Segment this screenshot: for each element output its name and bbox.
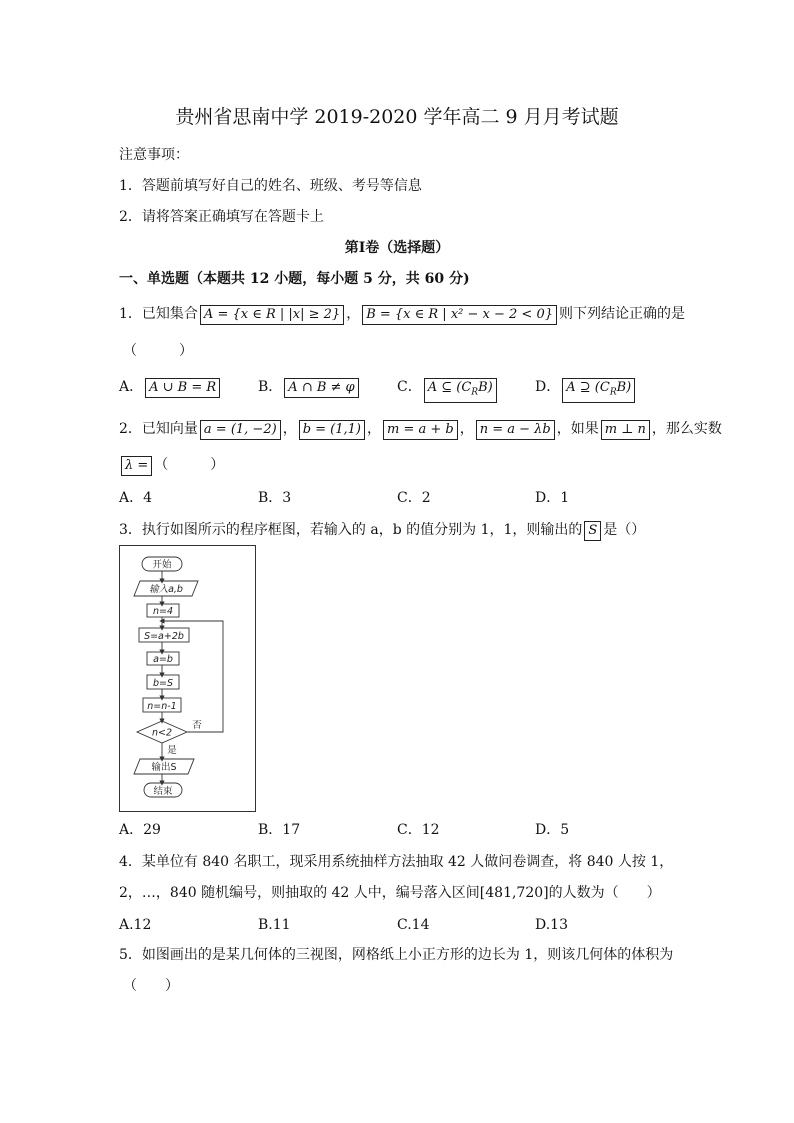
q2-lambda-line: λ = （ ）	[119, 456, 224, 476]
notice-item-2: 2．请将答案正确填写在答题卡上	[119, 209, 324, 225]
part-heading: 一、单选题（本题共 12 小题，每小题 5 分，共 60 分)	[119, 271, 470, 287]
flowchart	[120, 546, 255, 811]
q2-vector-b: b = (1,1)	[299, 420, 365, 440]
flow-no-label: 否	[192, 720, 202, 731]
flow-input-label: 输入a,b	[149, 584, 183, 595]
q2-lambda: λ =	[121, 456, 152, 476]
flow-a-label: a=b	[153, 654, 173, 665]
question-5-line-1: 5．如图画出的是某几何体的三视图，网格纸上小正方形的边长为 1，则该几何体的体积为	[119, 947, 674, 963]
flow-cond-label: n<2	[151, 727, 173, 739]
q1-option-d[interactable]: D． A ⊇ $(C_RB)$	[535, 378, 637, 403]
flow-init-label: n=4	[152, 606, 174, 617]
notice-heading: 注意事项：	[119, 147, 189, 163]
section-heading: 第I卷（选择题）	[344, 240, 450, 256]
q2-option-d[interactable]: D．1	[535, 490, 570, 506]
flow-output-label: 输出S	[151, 762, 177, 773]
flow-yes-label: 是	[167, 745, 177, 756]
q4-interval: [481,720]	[479, 885, 549, 901]
flow-end-label: 结束	[153, 786, 173, 797]
q1-sep: ，	[346, 306, 361, 322]
q3-option-d[interactable]: D．5	[535, 822, 570, 838]
q2-option-c[interactable]: C．2	[397, 490, 431, 506]
q1-set-a: A = {x ∈ R | |x| ≥ 2}	[200, 305, 344, 325]
page-title: 贵州省思南中学 2019-2020 学年高二 9 月月考试题	[175, 106, 619, 128]
question-4-line-1: 4．某单位有 840 名职工，现采用系统抽样方法抽取 42 人做问卷调查，将 840 人按 1，	[119, 854, 674, 870]
q1-option-c-math: A ⊆ $(C_RB)$	[424, 378, 497, 403]
q1-option-a-math: A ∪ B = R	[145, 378, 220, 398]
q1-option-b[interactable]: B． A ∩ B ≠ φ	[258, 378, 361, 398]
question-4-line-2: 2，…，840 随机编号，则抽取的 42 人中，编号落入区间[481,720]的人数为（ ）	[119, 885, 661, 901]
q2-vector-a: a = (1, −2)	[200, 420, 281, 440]
flow-b-label: b=S	[152, 678, 174, 689]
q1-option-b-math: A ∩ B ≠ φ	[284, 378, 358, 398]
q3-option-c[interactable]: C．12	[397, 822, 440, 838]
flow-s-label: S=a+2b	[144, 631, 184, 642]
q2-option-b[interactable]: B．3	[258, 490, 292, 506]
q4-option-a[interactable]: A.12	[119, 917, 152, 933]
notice-item-1: 1．答题前填写好自己的姓名、班级、考号等信息	[119, 178, 422, 194]
q2-condition: m ⊥ n	[601, 420, 650, 440]
q1-paren: （ ）	[123, 343, 193, 359]
flow-n-label: n=n-1	[147, 701, 177, 712]
q5-paren: （ ）	[123, 978, 179, 994]
q4-option-c[interactable]: C.14	[397, 917, 430, 933]
flowchart-frame	[119, 545, 256, 812]
q3-option-b[interactable]: B．17	[258, 822, 301, 838]
q3-option-a[interactable]: A．29	[119, 822, 161, 838]
q3-var-s: S	[584, 521, 601, 541]
q4-option-b[interactable]: B.11	[258, 917, 291, 933]
q1-suffix: 则下列结论正确的是	[558, 306, 685, 322]
q2-vector-m: m = a + b	[383, 420, 458, 440]
q1-set-b: B = {x ∈ R | x² − x − 2 < 0}	[362, 305, 557, 325]
q4-option-d[interactable]: D.13	[535, 917, 568, 933]
flow-start-label: 开始	[152, 559, 172, 571]
q1-option-a[interactable]: A． A ∪ B = R	[119, 378, 222, 398]
question-2-stem: 2．已知向量 a = (1, −2) ， b = (1,1) ， m = a + b ， n = a − λb ，如果 m ⊥ n ，那么实数	[119, 420, 722, 440]
question-3-stem: 3．执行如图所示的程序框图，若输入的 a，b 的值分别为 1，1，则输出的 S 是（）	[119, 521, 645, 541]
q2-option-a[interactable]: A．4	[119, 490, 153, 506]
question-1-stem	[119, 305, 685, 325]
q1-option-c[interactable]: C． A ⊆ $(C_RB)$	[397, 378, 499, 403]
q2-vector-n: n = a − λb	[476, 420, 555, 440]
q1-prefix: 1．已知集合	[119, 306, 198, 322]
q1-option-d-math: A ⊇ $(C_RB)$	[562, 378, 635, 403]
